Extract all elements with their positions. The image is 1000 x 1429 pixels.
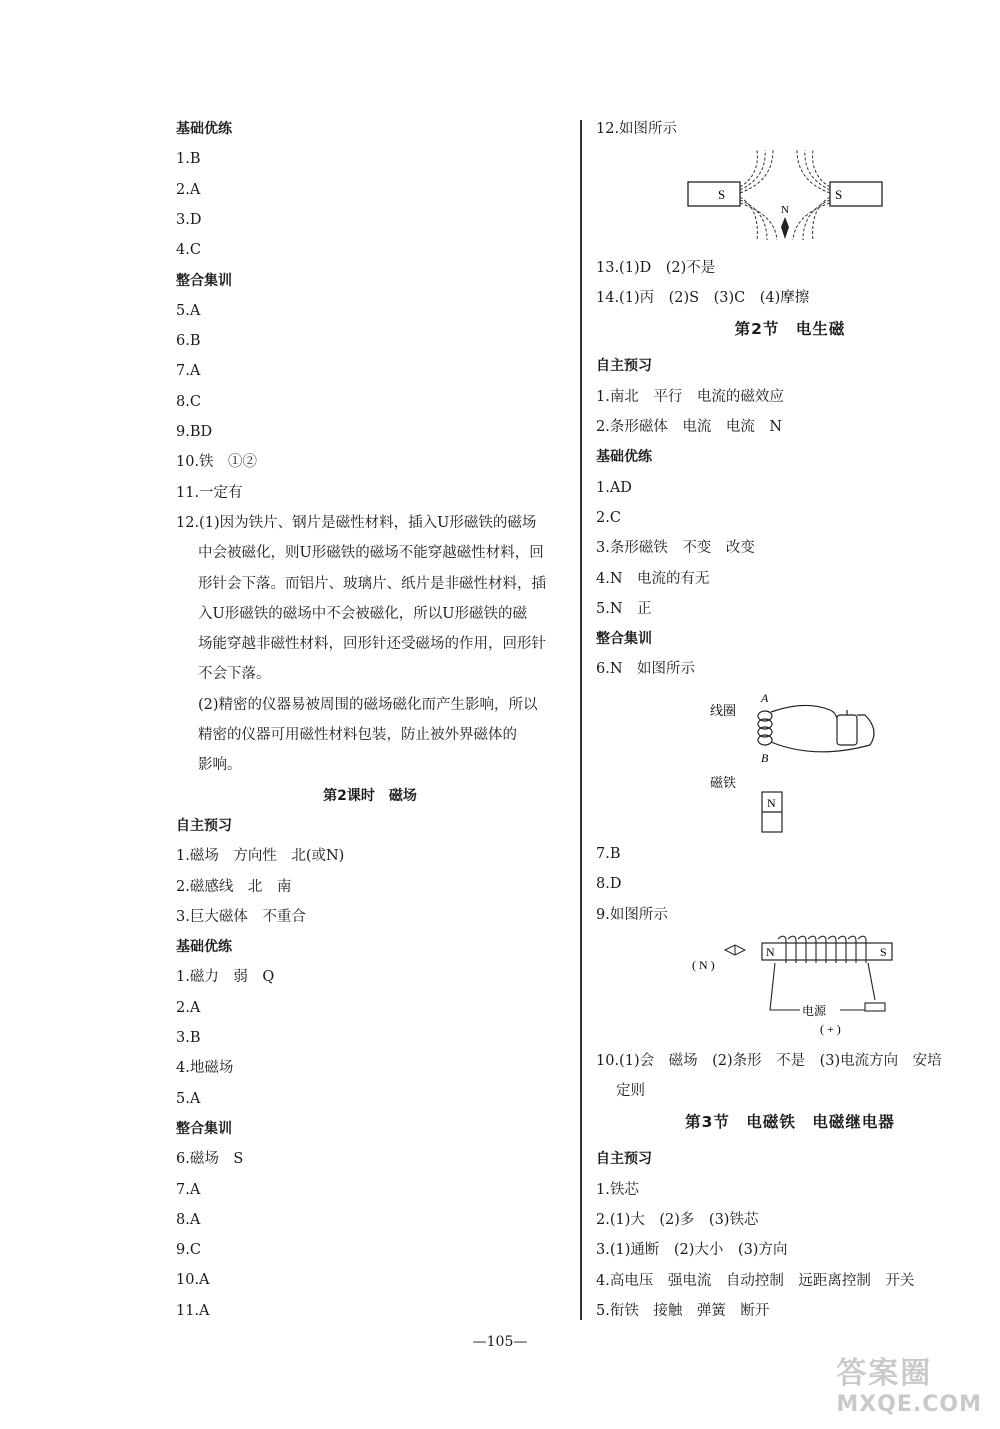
fig2-magnet-label: 磁铁 — [710, 776, 737, 791]
answer-line: 3.巨大磁体 不重合 — [176, 908, 306, 925]
answer-line: 形针会下落。而铝片、玻璃片、纸片是非磁性材料，插 — [198, 575, 546, 592]
answer-line: 3.条形磁铁 不变 改变 — [596, 540, 755, 557]
section-heading: 整合集训 — [176, 272, 232, 289]
fig3-source-label: 电源 — [802, 1004, 827, 1018]
answer-line: 8.A — [176, 1211, 201, 1228]
answer-line: 1.磁场 方向性 北(或N) — [176, 848, 345, 865]
fig2-a-label: A — [761, 691, 769, 705]
answer-line: (2)精密的仪器易被周围的磁场磁化而产生影响，所以 — [198, 696, 538, 713]
answer-line: 中会被磁化，则U形磁铁的磁场不能穿越磁性材料，回 — [198, 545, 544, 562]
page-number: —105— — [472, 1334, 528, 1350]
answer-line: 1.南北 平行 电流的磁效应 — [596, 388, 784, 405]
answer-line: 4.高电压 强电流 自动控制 远距离控制 开关 — [596, 1272, 915, 1289]
answer-line: 7.B — [596, 846, 621, 862]
figure-solenoid — [690, 935, 900, 1040]
chapter-title: 第2节 电生磁 — [734, 319, 846, 338]
answer-line: 3.D — [176, 211, 202, 228]
watermark-top: 答案圈 — [836, 1356, 933, 1391]
fig3-plus-label: ( + ) — [820, 1022, 841, 1036]
figure-coil-magnet — [705, 690, 885, 835]
answer-line: 10.A — [176, 1272, 210, 1289]
answer-line: 4.地磁场 — [176, 1060, 234, 1077]
answer-line: 5.N 正 — [596, 600, 652, 617]
answer-line: 12.(1)因为铁片、钢片是磁性材料，插入U形磁铁的磁场 — [176, 514, 537, 531]
figure-magnetic-field — [685, 145, 885, 250]
answer-line: 入U形磁铁的磁场中不会被磁化，所以U形磁铁的磁 — [198, 605, 527, 622]
fig3-right-pole: S — [880, 945, 887, 959]
answer-line: 13.(1)D (2)不是 — [596, 260, 716, 276]
answer-line: 6.磁场 S — [176, 1151, 244, 1168]
answer-line: 4.N 电流的有无 — [596, 570, 710, 587]
section-heading: 自主预习 — [596, 358, 652, 375]
answer-line: 精密的仪器可用磁性材料包装，防止被外界磁体的 — [198, 727, 517, 743]
answer-line: 6.B — [176, 333, 201, 350]
fig2-b-label: B — [761, 751, 769, 765]
answer-line: 6.N 如图所示 — [596, 661, 696, 678]
answer-line: 定则 — [616, 1083, 645, 1100]
fig2-coil-label: 线圈 — [710, 704, 737, 719]
answer-line: 11.一定有 — [176, 484, 243, 501]
answer-line: 12.如图所示 — [596, 121, 678, 137]
answer-line: 1.AD — [596, 479, 632, 496]
column-divider — [580, 120, 582, 1320]
answer-line: 5.A — [176, 302, 201, 319]
watermark — [836, 1348, 982, 1417]
section-heading: 基础优练 — [176, 121, 232, 137]
fig3-needle-label: ( N ) — [692, 958, 715, 972]
answer-line: 5.衔铁 接触 弹簧 断开 — [596, 1302, 770, 1319]
chapter-title: 第3节 电磁铁 电磁继电器 — [685, 1112, 895, 1131]
section-heading: 自主预习 — [596, 1151, 652, 1168]
section-heading: 整合集训 — [596, 631, 652, 648]
answer-line: 2.C — [596, 509, 621, 526]
answer-line: 4.C — [176, 242, 201, 259]
answer-line: 11.A — [176, 1302, 210, 1319]
answer-line: 影响。 — [198, 757, 242, 774]
fig1-left-pole: S — [718, 187, 726, 202]
fig2-pole-label: N — [767, 796, 776, 810]
answer-line: 1.B — [176, 151, 201, 168]
answer-line: 9.BD — [176, 424, 213, 440]
section-heading: 基础优练 — [596, 449, 652, 466]
answer-line: 14.(1)丙 (2)S (3)C (4)摩擦 — [596, 290, 810, 307]
answer-line: 10.(1)会 磁场 (2)条形 不是 (3)电流方向 安培 — [596, 1053, 942, 1069]
section-heading: 整合集训 — [176, 1120, 232, 1137]
answer-line: 7.A — [176, 363, 201, 380]
answer-line: 场能穿越非磁性材料，回形针还受磁场的作用，回形针 — [198, 636, 546, 653]
answer-line: 2.A — [176, 181, 201, 198]
answer-line: 2.磁感线 北 南 — [176, 878, 292, 895]
watermark-bottom: MXQE.COM — [836, 1392, 982, 1417]
answer-line: 8.C — [176, 393, 201, 410]
fig3-left-pole: N — [766, 945, 775, 959]
answer-line: 9.如图所示 — [596, 906, 668, 923]
answer-line: 5.A — [176, 1090, 201, 1107]
answer-line: 1.铁芯 — [596, 1181, 639, 1198]
answer-line: 2.条形磁体 电流 电流 N — [596, 419, 783, 436]
answer-line: 1.磁力 弱 Q — [176, 969, 275, 986]
answer-line: 2.A — [176, 999, 201, 1016]
section-heading: 基础优练 — [176, 939, 232, 956]
answer-line: 2.(1)大 (2)多 (3)铁芯 — [596, 1212, 759, 1229]
fig1-needle-label: N — [781, 204, 789, 216]
answer-line: 8.D — [596, 876, 622, 893]
lesson-title: 第2课时 磁场 — [323, 787, 417, 804]
answer-line: 不会下落。 — [198, 666, 271, 683]
answer-line: 10.铁 ①② — [176, 454, 258, 471]
answer-line: 3.B — [176, 1030, 201, 1046]
answer-line: 9.C — [176, 1242, 201, 1259]
answer-line: 3.(1)通断 (2)大小 (3)方向 — [596, 1242, 788, 1259]
fig1-right-pole: S — [835, 187, 843, 202]
section-heading: 自主预习 — [176, 817, 232, 834]
answer-line: 7.A — [176, 1181, 201, 1198]
